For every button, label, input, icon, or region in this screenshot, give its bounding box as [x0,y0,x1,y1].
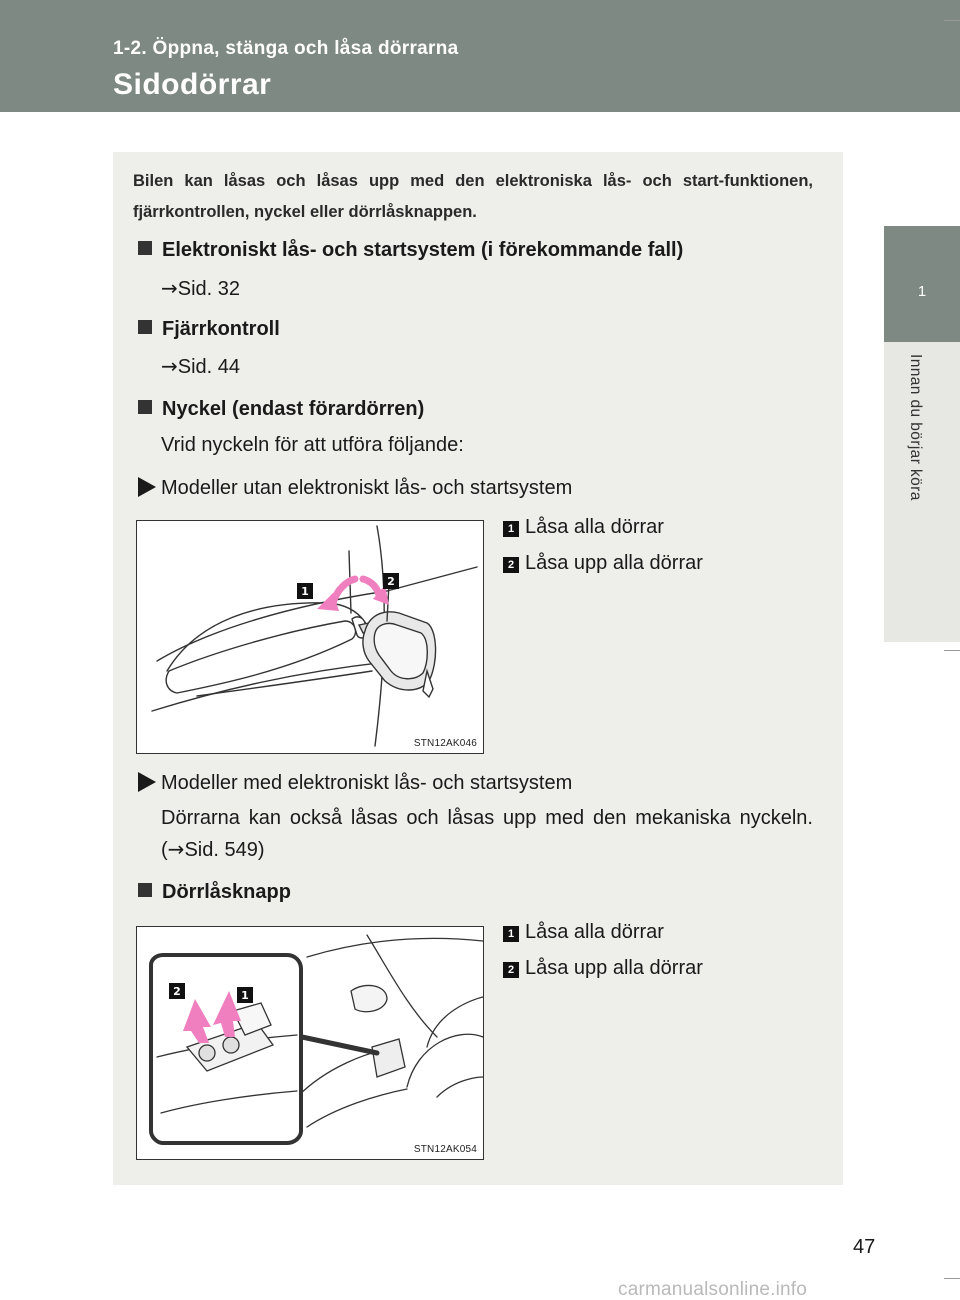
figure-door-lock-switch [136,926,484,1160]
figure2-legend-item [503,957,703,980]
section-breadcrumb: 1-2. Öppna, stänga och låsa dörrarna [113,38,459,59]
model-with-description [161,803,813,866]
arrow-right-icon: → [161,354,178,378]
number-badge: 1 [503,926,519,942]
section-key-title: Nyckel (endast förardörren) [162,398,425,420]
steering-column [437,1077,483,1097]
figure1-legend-item [503,552,703,575]
crop-mark [944,1278,960,1279]
triangle-bullet-icon [138,477,156,497]
square-bullet-icon [138,883,152,897]
lock-arrow-icon [333,579,355,603]
page-reference-text: Sid. 549 [184,839,258,861]
number-badge: 1 [503,521,519,537]
square-bullet-icon [138,241,152,255]
section-lock-button-title: Dörrlåsknapp [162,881,291,903]
arrow-right-icon: → [161,276,178,300]
crop-mark [944,20,960,21]
unlock-switch-icon [223,1037,239,1053]
callout-pointer [302,1037,377,1053]
chapter-header [0,0,960,112]
chapter-tab [884,226,960,342]
figure-door-handle-key [136,520,484,754]
switch-panel [372,1039,405,1077]
figure2-legend-item [503,921,664,944]
figure1-legend-item [503,516,664,539]
section-remote-title: Fjärrkontroll [162,318,280,340]
door-lock-switch-illustration [137,927,483,1159]
model-with-heading [138,772,572,795]
key-instruction: Vrid nyckeln för att utföra följande: [161,434,464,456]
square-bullet-icon [138,320,152,334]
door-handle-illustration [137,521,483,753]
side-mirror [351,985,387,1011]
description-text: Dörrarna kan också låsas och låsas upp med den mekaniska nyckeln. ( [161,807,813,861]
number-badge-1-text: 1 [241,989,249,1002]
model-with-text: Modeller med elektroniskt lås- och startsystem [161,772,573,794]
intro-text: Bilen kan låsas och låsas upp med den elektroniska lås- och start-funktionen, fjärrkontrollen, nyckel eller dörrlåsknappen. [133,172,813,221]
number-badge-1-text: 1 [301,585,309,598]
door-panel-line [307,1089,407,1127]
section-lock-button-heading [138,881,291,904]
legend-label: Låsa alla dörrar [525,516,664,538]
model-without-heading [138,477,572,500]
legend-label: Låsa upp alla dörrar [525,957,703,979]
arrow-right-icon: → [167,837,185,861]
section-remote-heading [138,318,280,341]
figure-code: STN12AK046 [413,738,477,749]
section-electronic-title: Elektroniskt lås- och startsystem (i förekommande fall) [162,239,684,261]
page-reference-text: Sid. 44 [177,356,241,378]
number-badge: 2 [503,962,519,978]
number-badge-2-text: 2 [173,985,181,998]
chapter-number: 1 [917,283,927,300]
a-pillar-line [367,935,437,1037]
description-text: ) [257,839,265,861]
section-electronic-heading [138,239,683,262]
page-title: Sidodörrar [113,68,272,101]
square-bullet-icon [138,400,152,414]
number-badge: 2 [503,557,519,573]
number-badge-2-text: 2 [387,575,395,588]
chapter-label: Innan du börjar köra [907,354,924,501]
lock-switch-icon [199,1045,215,1061]
model-without-text: Modeller utan elektroniskt lås- och startsystem [161,477,573,499]
page-reference [161,354,240,379]
section-key-heading [138,398,424,421]
triangle-bullet-icon [138,772,156,792]
page-reference-text: Sid. 32 [177,278,241,300]
crop-mark [944,650,960,651]
windshield-line [307,938,483,957]
watermark: carmanualsonline.info [618,1279,808,1300]
figure-code: STN12AK054 [413,1144,477,1155]
unlock-arrow-icon [363,579,379,595]
legend-label: Låsa upp alla dörrar [525,552,703,574]
steering-wheel [427,997,483,1047]
page-reference [161,276,240,301]
legend-label: Låsa alla dörrar [525,921,664,943]
page-number: 47 [853,1236,876,1258]
